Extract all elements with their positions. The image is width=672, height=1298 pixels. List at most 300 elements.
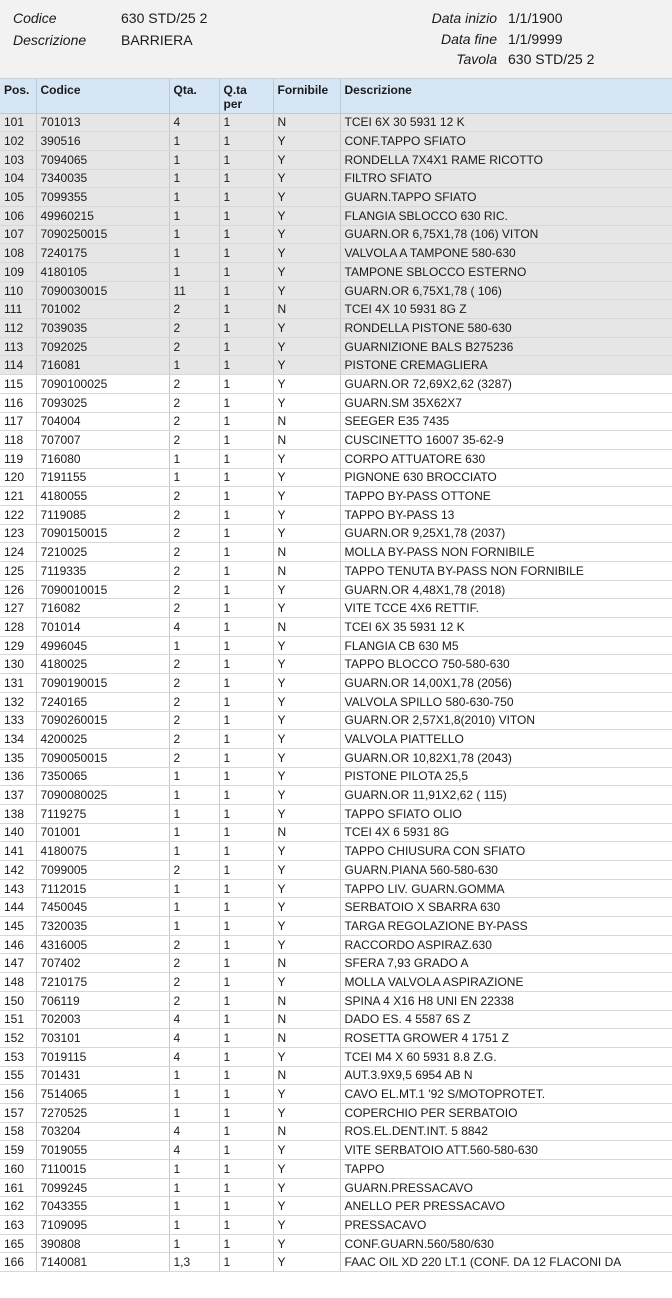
table-row[interactable] bbox=[0, 917, 672, 936]
cell-pos: 132 bbox=[0, 692, 36, 711]
cell-descrizione: GUARN.OR 14,00X1,78 (2056) bbox=[340, 674, 672, 693]
table-row[interactable] bbox=[0, 1103, 672, 1122]
cell-qta: 2 bbox=[169, 991, 219, 1010]
table-row[interactable] bbox=[0, 767, 672, 786]
table-row[interactable] bbox=[0, 225, 672, 244]
cell-qta: 2 bbox=[169, 393, 219, 412]
cell-fornibile: Y bbox=[273, 1141, 340, 1160]
cell-qta-per: 1 bbox=[219, 842, 273, 861]
codice-value: 630 STD/25 2 bbox=[121, 10, 208, 26]
cell-qta: 4 bbox=[169, 1141, 219, 1160]
cell-fornibile: N bbox=[273, 1122, 340, 1141]
cell-fornibile: Y bbox=[273, 263, 340, 282]
cell-descrizione: TCEI 4X 10 5931 8G Z bbox=[340, 300, 672, 319]
descrizione-label: Descrizione bbox=[13, 32, 87, 48]
cell-fornibile: N bbox=[273, 1066, 340, 1085]
table-row[interactable] bbox=[0, 1085, 672, 1104]
cell-qta: 1 bbox=[169, 767, 219, 786]
tavola-label: Tavola bbox=[456, 51, 497, 67]
cell-qta-per: 1 bbox=[219, 879, 273, 898]
cell-codice: 49960215 bbox=[36, 206, 169, 225]
cell-codice: 701014 bbox=[36, 618, 169, 637]
table-row[interactable] bbox=[0, 786, 672, 805]
table-row[interactable] bbox=[0, 954, 672, 973]
cell-pos: 151 bbox=[0, 1010, 36, 1029]
table-row[interactable] bbox=[0, 1178, 672, 1197]
cell-fornibile: N bbox=[273, 543, 340, 562]
cell-pos: 145 bbox=[0, 917, 36, 936]
parts-table bbox=[0, 79, 672, 1272]
cell-pos: 146 bbox=[0, 935, 36, 954]
cell-pos: 166 bbox=[0, 1253, 36, 1272]
cell-fornibile: Y bbox=[273, 674, 340, 693]
cell-descrizione: GUARNIZIONE BALS B275236 bbox=[340, 337, 672, 356]
table-row[interactable] bbox=[0, 393, 672, 412]
column-header-codice[interactable]: Codice bbox=[36, 79, 169, 113]
cell-qta-per: 1 bbox=[219, 655, 273, 674]
cell-qta: 2 bbox=[169, 730, 219, 749]
cell-pos: 124 bbox=[0, 543, 36, 562]
table-row[interactable] bbox=[0, 898, 672, 917]
cell-descrizione: RONDELLA 7X4X1 RAME RICOTTO bbox=[340, 150, 672, 169]
column-header-qta[interactable]: Qta. bbox=[169, 79, 219, 113]
table-row[interactable] bbox=[0, 1160, 672, 1179]
cell-codice: 4316005 bbox=[36, 935, 169, 954]
cell-qta: 1 bbox=[169, 786, 219, 805]
cell-descrizione: GUARN.OR 6,75X1,78 ( 106) bbox=[340, 281, 672, 300]
cell-fornibile: Y bbox=[273, 1103, 340, 1122]
table-row[interactable] bbox=[0, 580, 672, 599]
cell-pos: 148 bbox=[0, 973, 36, 992]
table-row[interactable] bbox=[0, 618, 672, 637]
cell-qta: 1 bbox=[169, 1066, 219, 1085]
table-row[interactable] bbox=[0, 711, 672, 730]
table-row[interactable] bbox=[0, 1122, 672, 1141]
cell-descrizione: TAPPO BY-PASS OTTONE bbox=[340, 487, 672, 506]
cell-codice: 7043355 bbox=[36, 1197, 169, 1216]
cell-descrizione: VITE SERBATOIO ATT.560-580-630 bbox=[340, 1141, 672, 1160]
cell-codice: 716082 bbox=[36, 599, 169, 618]
cell-qta: 1 bbox=[169, 1234, 219, 1253]
column-header-pos[interactable]: Pos. bbox=[0, 79, 36, 113]
table-row[interactable] bbox=[0, 543, 672, 562]
cell-codice: 7090050015 bbox=[36, 748, 169, 767]
cell-pos: 118 bbox=[0, 431, 36, 450]
cell-descrizione: FILTRO SFIATO bbox=[340, 169, 672, 188]
table-row[interactable] bbox=[0, 337, 672, 356]
cell-qta-per: 1 bbox=[219, 543, 273, 562]
cell-qta-per: 1 bbox=[219, 1085, 273, 1104]
cell-qta: 2 bbox=[169, 692, 219, 711]
column-header-descrizione[interactable]: Descrizione bbox=[340, 79, 672, 113]
cell-qta-per: 1 bbox=[219, 244, 273, 263]
cell-fornibile: Y bbox=[273, 188, 340, 207]
table-row[interactable] bbox=[0, 188, 672, 207]
table-row[interactable] bbox=[0, 524, 672, 543]
cell-codice: 701002 bbox=[36, 300, 169, 319]
cell-descrizione: GUARN.TAPPO SFIATO bbox=[340, 188, 672, 207]
cell-fornibile: Y bbox=[273, 879, 340, 898]
cell-qta-per: 1 bbox=[219, 917, 273, 936]
cell-fornibile: Y bbox=[273, 524, 340, 543]
table-row[interactable] bbox=[0, 1029, 672, 1048]
cell-descrizione: TARGA REGOLAZIONE BY-PASS bbox=[340, 917, 672, 936]
codice-label: Codice bbox=[13, 10, 57, 26]
cell-qta: 2 bbox=[169, 562, 219, 581]
cell-fornibile: Y bbox=[273, 935, 340, 954]
cell-descrizione: PISTONE CREMAGLIERA bbox=[340, 356, 672, 375]
cell-fornibile: N bbox=[273, 431, 340, 450]
cell-qta: 2 bbox=[169, 954, 219, 973]
cell-fornibile: N bbox=[273, 618, 340, 637]
cell-pos: 101 bbox=[0, 113, 36, 132]
cell-codice: 707402 bbox=[36, 954, 169, 973]
cell-pos: 141 bbox=[0, 842, 36, 861]
cell-fornibile: Y bbox=[273, 244, 340, 263]
cell-descrizione: TAPPO bbox=[340, 1160, 672, 1179]
cell-pos: 159 bbox=[0, 1141, 36, 1160]
table-row[interactable] bbox=[0, 692, 672, 711]
cell-qta: 4 bbox=[169, 1122, 219, 1141]
cell-pos: 114 bbox=[0, 356, 36, 375]
cell-codice: 7112015 bbox=[36, 879, 169, 898]
cell-pos: 161 bbox=[0, 1178, 36, 1197]
column-header-qta-per[interactable]: Q.ta per bbox=[219, 79, 273, 113]
cell-descrizione: CORPO ATTUATORE 630 bbox=[340, 449, 672, 468]
cell-fornibile: Y bbox=[273, 1253, 340, 1272]
table-row[interactable] bbox=[0, 244, 672, 263]
cell-codice: 4996045 bbox=[36, 636, 169, 655]
cell-fornibile: Y bbox=[273, 1178, 340, 1197]
cell-pos: 122 bbox=[0, 505, 36, 524]
cell-fornibile: Y bbox=[273, 580, 340, 599]
cell-pos: 116 bbox=[0, 393, 36, 412]
cell-qta-per: 1 bbox=[219, 1141, 273, 1160]
table-row[interactable] bbox=[0, 1141, 672, 1160]
cell-pos: 126 bbox=[0, 580, 36, 599]
cell-fornibile: Y bbox=[273, 1160, 340, 1179]
cell-qta-per: 1 bbox=[219, 356, 273, 375]
table-row[interactable] bbox=[0, 730, 672, 749]
cell-codice: 4180075 bbox=[36, 842, 169, 861]
cell-descrizione: DADO ES. 4 5587 6S Z bbox=[340, 1010, 672, 1029]
cell-pos: 123 bbox=[0, 524, 36, 543]
descrizione-value: BARRIERA bbox=[121, 32, 193, 48]
cell-fornibile: Y bbox=[273, 804, 340, 823]
cell-qta-per: 1 bbox=[219, 562, 273, 581]
cell-pos: 111 bbox=[0, 300, 36, 319]
cell-codice: 7119085 bbox=[36, 505, 169, 524]
cell-qta-per: 1 bbox=[219, 319, 273, 338]
cell-qta: 1 bbox=[169, 879, 219, 898]
cell-qta: 2 bbox=[169, 973, 219, 992]
cell-pos: 150 bbox=[0, 991, 36, 1010]
cell-qta-per: 1 bbox=[219, 505, 273, 524]
cell-codice: 706119 bbox=[36, 991, 169, 1010]
cell-pos: 163 bbox=[0, 1216, 36, 1235]
cell-pos: 144 bbox=[0, 898, 36, 917]
cell-qta: 1 bbox=[169, 636, 219, 655]
cell-codice: 7090030015 bbox=[36, 281, 169, 300]
cell-codice: 7090150015 bbox=[36, 524, 169, 543]
cell-fornibile: N bbox=[273, 113, 340, 132]
cell-descrizione: CONF.GUARN.560/580/630 bbox=[340, 1234, 672, 1253]
cell-codice: 4200025 bbox=[36, 730, 169, 749]
cell-qta: 2 bbox=[169, 711, 219, 730]
cell-fornibile: Y bbox=[273, 730, 340, 749]
cell-descrizione: GUARN.OR 2,57X1,8(2010) VITON bbox=[340, 711, 672, 730]
cell-fornibile: Y bbox=[273, 786, 340, 805]
cell-descrizione: GUARN.OR 11,91X2,62 ( 115) bbox=[340, 786, 672, 805]
table-row[interactable] bbox=[0, 356, 672, 375]
cell-qta-per: 1 bbox=[219, 618, 273, 637]
cell-qta: 4 bbox=[169, 618, 219, 637]
cell-pos: 162 bbox=[0, 1197, 36, 1216]
cell-codice: 7110015 bbox=[36, 1160, 169, 1179]
cell-codice: 716081 bbox=[36, 356, 169, 375]
cell-descrizione: ANELLO PER PRESSACAVO bbox=[340, 1197, 672, 1216]
cell-descrizione: PIGNONE 630 BROCCIATO bbox=[340, 468, 672, 487]
cell-pos: 142 bbox=[0, 861, 36, 880]
table-row[interactable] bbox=[0, 804, 672, 823]
cell-descrizione: MOLLA BY-PASS NON FORNIBILE bbox=[340, 543, 672, 562]
cell-qta-per: 1 bbox=[219, 206, 273, 225]
table-row[interactable] bbox=[0, 375, 672, 394]
table-row[interactable] bbox=[0, 636, 672, 655]
cell-codice: 4180105 bbox=[36, 263, 169, 282]
cell-qta-per: 1 bbox=[219, 636, 273, 655]
table-body bbox=[0, 113, 672, 1272]
cell-fornibile: Y bbox=[273, 655, 340, 674]
cell-qta: 2 bbox=[169, 300, 219, 319]
cell-codice: 7019115 bbox=[36, 1047, 169, 1066]
cell-qta: 1 bbox=[169, 244, 219, 263]
cell-qta: 2 bbox=[169, 524, 219, 543]
cell-fornibile: Y bbox=[273, 319, 340, 338]
cell-qta-per: 1 bbox=[219, 431, 273, 450]
cell-fornibile: N bbox=[273, 1029, 340, 1048]
cell-pos: 135 bbox=[0, 748, 36, 767]
cell-qta: 4 bbox=[169, 1047, 219, 1066]
cell-qta-per: 1 bbox=[219, 449, 273, 468]
cell-codice: 7092025 bbox=[36, 337, 169, 356]
cell-qta-per: 1 bbox=[219, 375, 273, 394]
table-row[interactable] bbox=[0, 1010, 672, 1029]
cell-pos: 125 bbox=[0, 562, 36, 581]
cell-codice: 7140081 bbox=[36, 1253, 169, 1272]
cell-codice: 7340035 bbox=[36, 169, 169, 188]
cell-descrizione: PRESSACAVO bbox=[340, 1216, 672, 1235]
cell-qta: 2 bbox=[169, 580, 219, 599]
cell-descrizione: FAAC OIL XD 220 LT.1 (CONF. DA 12 FLACONI DA bbox=[340, 1253, 672, 1272]
cell-fornibile: N bbox=[273, 412, 340, 431]
cell-pos: 156 bbox=[0, 1085, 36, 1104]
cell-qta: 2 bbox=[169, 861, 219, 880]
table-row[interactable] bbox=[0, 281, 672, 300]
cell-fornibile: Y bbox=[273, 599, 340, 618]
table-row[interactable] bbox=[0, 263, 672, 282]
cell-pos: 113 bbox=[0, 337, 36, 356]
cell-qta: 1 bbox=[169, 898, 219, 917]
table-row[interactable] bbox=[0, 1197, 672, 1216]
cell-pos: 103 bbox=[0, 150, 36, 169]
cell-descrizione: CONF.TAPPO SFIATO bbox=[340, 132, 672, 151]
cell-qta: 1 bbox=[169, 1103, 219, 1122]
cell-qta: 1 bbox=[169, 842, 219, 861]
cell-codice: 701001 bbox=[36, 823, 169, 842]
cell-codice: 7191155 bbox=[36, 468, 169, 487]
cell-descrizione: SEEGER E35 7435 bbox=[340, 412, 672, 431]
cell-codice: 7119335 bbox=[36, 562, 169, 581]
table-row[interactable] bbox=[0, 1047, 672, 1066]
table-row[interactable] bbox=[0, 1216, 672, 1235]
cell-qta-per: 1 bbox=[219, 487, 273, 506]
table-row[interactable] bbox=[0, 113, 672, 132]
table-row[interactable] bbox=[0, 823, 672, 842]
cell-descrizione: ROS.EL.DENT.INT. 5 8842 bbox=[340, 1122, 672, 1141]
cell-codice: 707007 bbox=[36, 431, 169, 450]
cell-descrizione: RACCORDO ASPIRAZ.630 bbox=[340, 935, 672, 954]
table-row[interactable] bbox=[0, 973, 672, 992]
cell-fornibile: N bbox=[273, 562, 340, 581]
cell-fornibile: Y bbox=[273, 861, 340, 880]
cell-codice: 390516 bbox=[36, 132, 169, 151]
cell-pos: 106 bbox=[0, 206, 36, 225]
cell-codice: 7350065 bbox=[36, 767, 169, 786]
cell-descrizione: TCEI 6X 30 5931 12 K bbox=[340, 113, 672, 132]
table-row[interactable] bbox=[0, 449, 672, 468]
cell-qta-per: 1 bbox=[219, 1160, 273, 1179]
cell-descrizione: TAMPONE SBLOCCO ESTERNO bbox=[340, 263, 672, 282]
cell-qta-per: 1 bbox=[219, 524, 273, 543]
cell-codice: 7019055 bbox=[36, 1141, 169, 1160]
cell-descrizione: GUARN.OR 9,25X1,78 (2037) bbox=[340, 524, 672, 543]
cell-codice: 7270525 bbox=[36, 1103, 169, 1122]
cell-fornibile: Y bbox=[273, 1197, 340, 1216]
table-row[interactable] bbox=[0, 505, 672, 524]
table-row[interactable] bbox=[0, 599, 672, 618]
cell-pos: 153 bbox=[0, 1047, 36, 1066]
cell-qta: 2 bbox=[169, 674, 219, 693]
cell-qta-per: 1 bbox=[219, 692, 273, 711]
cell-descrizione: SFERA 7,93 GRADO A bbox=[340, 954, 672, 973]
table-row[interactable] bbox=[0, 1234, 672, 1253]
table-row[interactable] bbox=[0, 991, 672, 1010]
cell-descrizione: TAPPO SFIATO OLIO bbox=[340, 804, 672, 823]
cell-qta: 2 bbox=[169, 935, 219, 954]
table-row[interactable] bbox=[0, 487, 672, 506]
table-row[interactable] bbox=[0, 412, 672, 431]
cell-qta: 2 bbox=[169, 543, 219, 562]
cell-qta-per: 1 bbox=[219, 113, 273, 132]
table-row[interactable] bbox=[0, 842, 672, 861]
cell-codice: 7514065 bbox=[36, 1085, 169, 1104]
cell-descrizione: RONDELLA PISTONE 580-630 bbox=[340, 319, 672, 338]
cell-qta: 1 bbox=[169, 449, 219, 468]
cell-qta: 1 bbox=[169, 169, 219, 188]
cell-descrizione: MOLLA VALVOLA ASPIRAZIONE bbox=[340, 973, 672, 992]
cell-qta: 1 bbox=[169, 1197, 219, 1216]
table-row[interactable] bbox=[0, 879, 672, 898]
cell-codice: 703204 bbox=[36, 1122, 169, 1141]
table-row[interactable] bbox=[0, 674, 672, 693]
cell-pos: 110 bbox=[0, 281, 36, 300]
cell-descrizione: FLANGIA CB 630 M5 bbox=[340, 636, 672, 655]
cell-pos: 165 bbox=[0, 1234, 36, 1253]
cell-qta: 2 bbox=[169, 375, 219, 394]
cell-fornibile: Y bbox=[273, 692, 340, 711]
cell-qta-per: 1 bbox=[219, 580, 273, 599]
cell-codice: 4180055 bbox=[36, 487, 169, 506]
table-row[interactable] bbox=[0, 431, 672, 450]
cell-pos: 105 bbox=[0, 188, 36, 207]
table-row[interactable] bbox=[0, 655, 672, 674]
cell-fornibile: Y bbox=[273, 449, 340, 468]
cell-qta: 2 bbox=[169, 599, 219, 618]
cell-codice: 7240175 bbox=[36, 244, 169, 263]
cell-fornibile: N bbox=[273, 954, 340, 973]
cell-pos: 115 bbox=[0, 375, 36, 394]
table-row[interactable] bbox=[0, 169, 672, 188]
cell-qta-per: 1 bbox=[219, 1178, 273, 1197]
cell-codice: 7094065 bbox=[36, 150, 169, 169]
cell-pos: 120 bbox=[0, 468, 36, 487]
cell-descrizione: GUARN.PRESSACAVO bbox=[340, 1178, 672, 1197]
cell-descrizione: GUARN.OR 4,48X1,78 (2018) bbox=[340, 580, 672, 599]
cell-qta-per: 1 bbox=[219, 1047, 273, 1066]
cell-pos: 119 bbox=[0, 449, 36, 468]
cell-qta: 2 bbox=[169, 655, 219, 674]
cell-fornibile: Y bbox=[273, 169, 340, 188]
cell-qta: 1 bbox=[169, 356, 219, 375]
cell-qta: 1 bbox=[169, 468, 219, 487]
cell-codice: 7320035 bbox=[36, 917, 169, 936]
table-row[interactable] bbox=[0, 319, 672, 338]
cell-qta-per: 1 bbox=[219, 300, 273, 319]
cell-descrizione: VITE TCCE 4X6 RETTIF. bbox=[340, 599, 672, 618]
cell-qta-per: 1 bbox=[219, 804, 273, 823]
cell-qta: 1 bbox=[169, 804, 219, 823]
cell-qta: 2 bbox=[169, 505, 219, 524]
cell-fornibile: Y bbox=[273, 337, 340, 356]
table-row[interactable] bbox=[0, 150, 672, 169]
cell-qta-per: 1 bbox=[219, 337, 273, 356]
table-row[interactable] bbox=[0, 300, 672, 319]
table-row[interactable] bbox=[0, 1253, 672, 1272]
table-row[interactable] bbox=[0, 132, 672, 151]
cell-codice: 7090250015 bbox=[36, 225, 169, 244]
cell-codice: 701013 bbox=[36, 113, 169, 132]
table-row[interactable] bbox=[0, 468, 672, 487]
cell-pos: 143 bbox=[0, 879, 36, 898]
cell-qta-per: 1 bbox=[219, 898, 273, 917]
cell-pos: 138 bbox=[0, 804, 36, 823]
table-row[interactable] bbox=[0, 861, 672, 880]
cell-qta-per: 1 bbox=[219, 973, 273, 992]
column-header-fornibile[interactable]: Fornibile bbox=[273, 79, 340, 113]
table-row[interactable] bbox=[0, 935, 672, 954]
cell-fornibile: N bbox=[273, 991, 340, 1010]
cell-qta: 2 bbox=[169, 748, 219, 767]
table-row[interactable] bbox=[0, 206, 672, 225]
table-row[interactable] bbox=[0, 1066, 672, 1085]
table-row[interactable] bbox=[0, 562, 672, 581]
table-row[interactable] bbox=[0, 748, 672, 767]
cell-qta-per: 1 bbox=[219, 991, 273, 1010]
cell-qta: 1 bbox=[169, 225, 219, 244]
cell-qta-per: 1 bbox=[219, 1066, 273, 1085]
cell-pos: 140 bbox=[0, 823, 36, 842]
